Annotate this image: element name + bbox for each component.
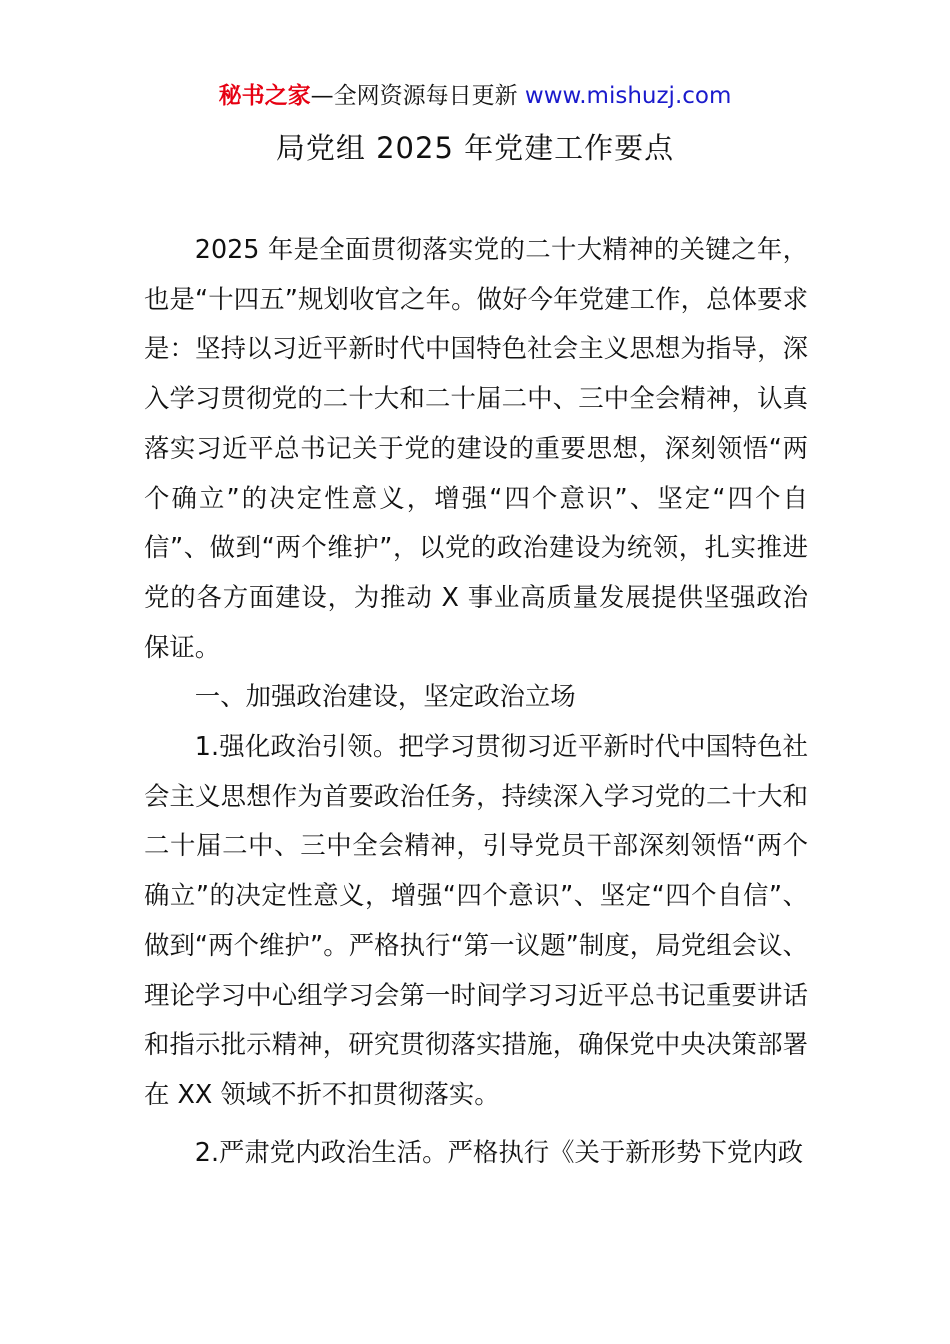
- item-paragraph-1: 1.强化政治引领。把学习贯彻习近平新时代中国特色社会主义思想作为首要政治任务，持续深入学习党的二十大和二十届二中、三中全会精神，引导党员干部深刻领悟“两个确立”的决定性意义，增强“四个意识”、坚定“四个自信”、做到“两个维护”。严格执行“第一议题”制度，局党组会议、理论学习中心组学习会第一时间学习习近平总书记重要讲话和指示批示精神，研究贯彻落实措施，确保党中央决策部署在 XX 领域不折不扣贯彻落实。: [144, 731, 808, 1109]
- document-body: [144, 225, 808, 1177]
- section-heading-1: 一、加强政治建设，坚定政治立场: [194, 681, 576, 712]
- site-tagline: —全网资源每日更新: [310, 83, 525, 109]
- item-paragraph-2: 2.严肃党内政治生活。严格执行《关于新形势下党内政: [194, 1136, 804, 1167]
- site-brand: 秘书之家: [218, 83, 311, 109]
- document-title: 局党组 2025 年党建工作要点: [275, 131, 675, 165]
- site-header: [0, 80, 950, 112]
- intro-paragraph: 2025 年是全面贯彻落实党的二十大精神的关键之年，也是“十四五”规划收官之年。做好今年党建工作，总体要求是：坚持以习近平新时代中国特色社会主义思想为指导，深入学习贯彻党的二十大和二十届二中、三中全会精神，认真落实习近平总书记关于党的建设的重要思想，深刻领悟“两个确立”的决定性意义，增强“四个意识”、坚定“四个自信”、做到“两个维护”，以党的政治建设为统领，扎实推进党的各方面建设，为推动 X 事业高质量发展提供坚强政治保证。: [144, 234, 808, 662]
- site-url-link[interactable]: www.mishuzj.com: [524, 83, 732, 109]
